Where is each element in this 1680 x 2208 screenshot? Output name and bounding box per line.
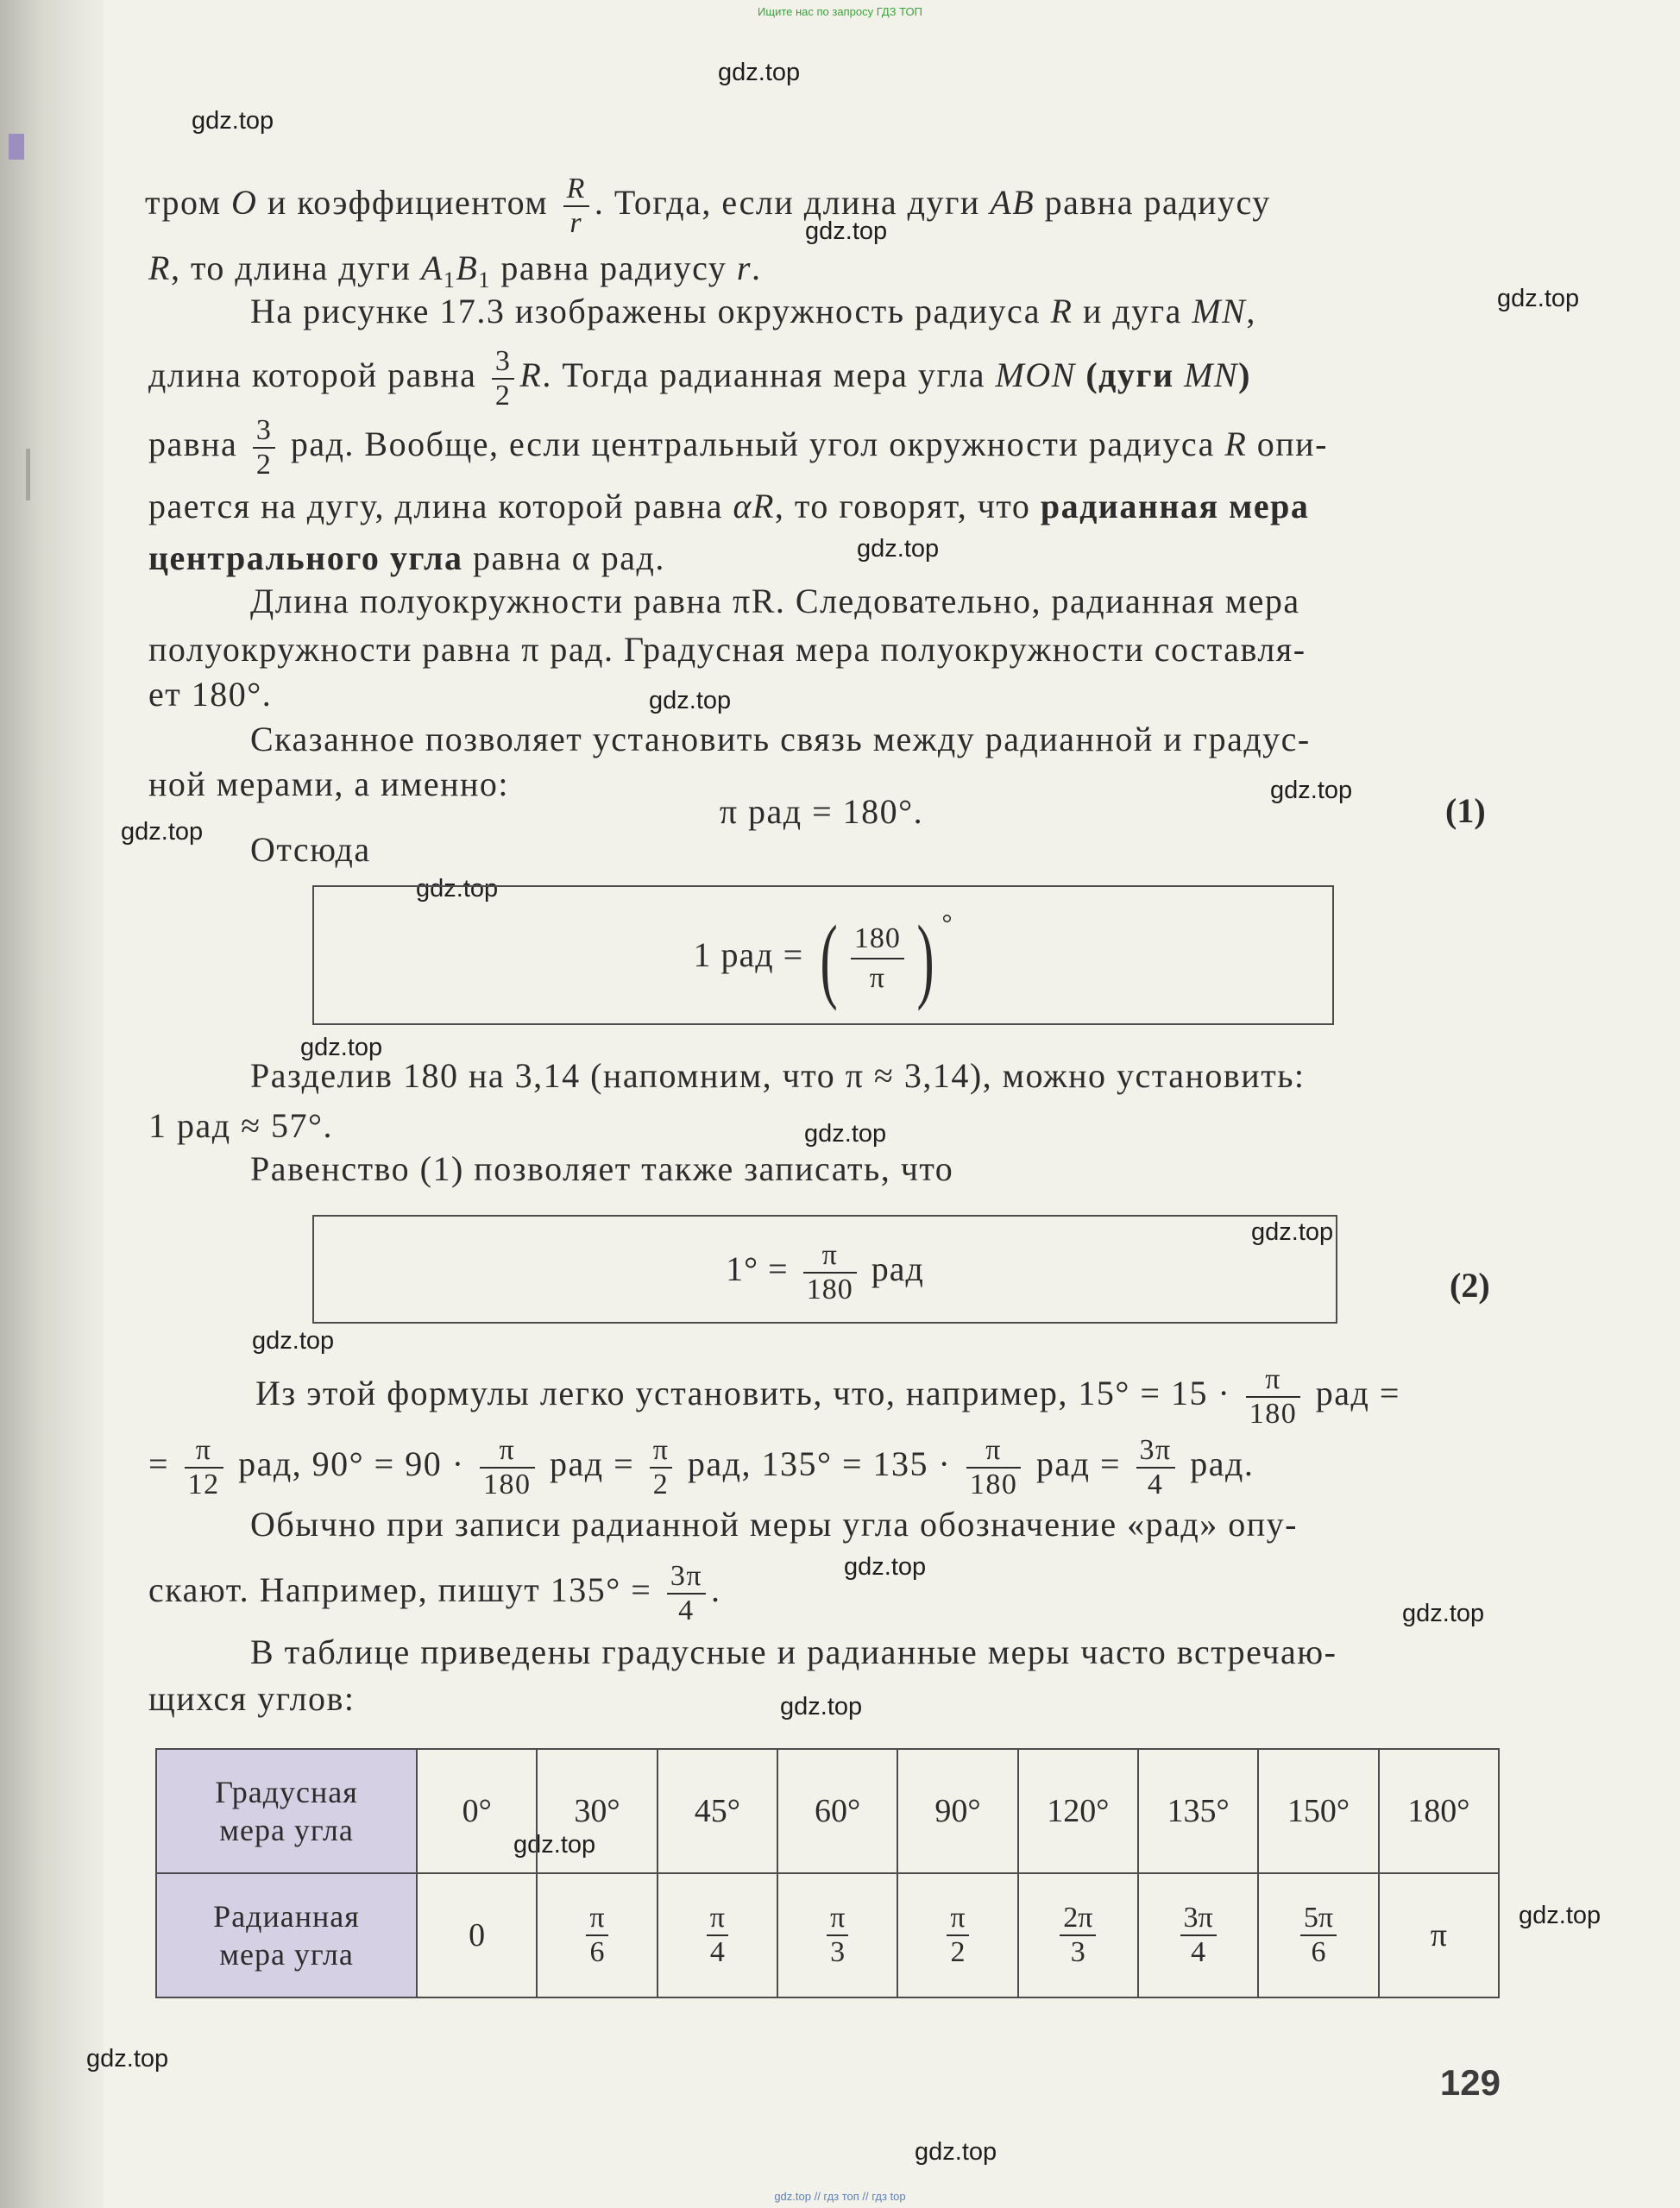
formula-2: [314, 1217, 1336, 1322]
fraction: [1300, 1902, 1337, 1969]
text-run: равна: [148, 425, 248, 464]
formula-box-1: [312, 885, 1334, 1025]
watermark: gdz.top: [86, 2045, 169, 2073]
text-line: Разделив 180 на 3,14 (напомним, что π ≈ 3,14), можно установить:: [250, 1056, 1306, 1095]
text-run: и дуга: [1073, 292, 1192, 330]
watermark: gdz.top: [844, 1553, 927, 1581]
numerator: π: [950, 1902, 966, 1934]
text-run: рад, 90° = 90 ·: [228, 1444, 475, 1484]
watermark: gdz.top: [416, 875, 499, 903]
denominator: 180: [1246, 1396, 1301, 1431]
var-R: R: [1224, 425, 1248, 464]
denominator: 2: [492, 378, 515, 412]
fraction-3-over-2: [253, 414, 276, 481]
numerator: π: [985, 1434, 1002, 1466]
var-R: R: [148, 248, 171, 287]
degree-cell: 90°: [897, 1749, 1017, 1873]
bottom-links[interactable]: gdz.top // гдз топ // гдз top: [774, 2190, 906, 2203]
text-run: рад =: [1026, 1444, 1131, 1484]
text-run: =: [148, 1444, 179, 1484]
text-line: [148, 345, 1494, 412]
numerator: 3π: [1139, 1434, 1172, 1466]
var-MON: MON: [995, 355, 1076, 395]
radian-cell: [1138, 1873, 1258, 1997]
table-row-degrees: [156, 1749, 1499, 1873]
degree-cell: 120°: [1018, 1749, 1138, 1873]
denominator: 3: [827, 1934, 848, 1969]
fraction-3pi-over-4: [667, 1560, 706, 1627]
term-bold: центрального угла: [148, 538, 463, 577]
text-line: Отсюда: [250, 830, 371, 869]
denominator: 12: [185, 1467, 223, 1501]
var-A: A: [420, 248, 444, 287]
fraction: [827, 1902, 848, 1969]
text-run: ,: [1246, 292, 1256, 330]
text-line: 1 рад ≈ 57°.: [148, 1106, 334, 1145]
text-run: Из этой формулы легко установить, что, например, 15° = 15 ·: [255, 1374, 1241, 1413]
denominator: 2: [253, 447, 276, 481]
text-run: и коэффициентом: [257, 183, 558, 223]
paren-open: (: [820, 905, 839, 1011]
degree-cell: 180°: [1379, 1749, 1499, 1873]
watermark: gdz.top: [780, 1693, 863, 1720]
formula-box-2: [312, 1215, 1337, 1324]
watermark: gdz.top: [804, 1120, 887, 1148]
fraction: [707, 1902, 728, 1969]
numerator: π: [821, 1238, 838, 1271]
degree-cell: 60°: [777, 1749, 897, 1873]
watermark: gdz.top: [805, 217, 888, 245]
text-run: На рисунке 17.3 изображены окружность радиуса: [250, 292, 1051, 330]
text-run: рад.: [1180, 1444, 1255, 1484]
numerator: π: [652, 1434, 670, 1466]
denominator: π: [851, 958, 904, 997]
text-line: Длина полуокружности равна πR. Следовательно, радианная мера: [250, 582, 1300, 620]
fraction-180-over-pi: [851, 920, 904, 997]
watermark: gdz.top: [121, 818, 204, 846]
denominator: 180: [803, 1272, 857, 1306]
text-line: [250, 290, 1494, 333]
denominator: 4: [1136, 1467, 1175, 1501]
numerator: π: [499, 1434, 516, 1466]
fraction-3pi-over-4: [1136, 1434, 1175, 1501]
text-line: полуокружности равна π рад. Градусная мера полуокружности составля-: [148, 630, 1306, 669]
formula-1: [314, 887, 1332, 1023]
watermark: gdz.top: [252, 1327, 335, 1355]
fraction: [947, 1902, 968, 1969]
var-alphaR: αR: [733, 487, 775, 525]
watermark: gdz.top: [915, 2138, 997, 2166]
watermark: gdz.top: [192, 107, 274, 135]
watermark: gdz.top: [513, 1831, 596, 1859]
text-run: 1 рад =: [693, 935, 814, 974]
var-MN: MN: [1192, 292, 1247, 330]
text-run: длина которой равна: [148, 355, 487, 395]
term-bold: радианная мера: [1040, 487, 1310, 525]
text-run: тром: [145, 183, 232, 223]
text-run: рад =: [1306, 1374, 1400, 1413]
numerator: 2π: [1063, 1902, 1093, 1934]
watermark: gdz.top: [1402, 1600, 1485, 1627]
text-run: опи-: [1247, 425, 1328, 464]
fraction: [1060, 1902, 1096, 1969]
text-run: (дуги: [1075, 355, 1185, 395]
denominator: 2: [947, 1934, 968, 1969]
watermark: gdz.top: [857, 535, 940, 563]
numerator: 3: [494, 345, 512, 377]
denominator: 6: [1300, 1934, 1337, 1969]
fraction-pi-over-180: [966, 1434, 1022, 1501]
var-MN: MN: [1184, 355, 1239, 395]
text-run: ): [1238, 355, 1251, 395]
degree-cell: 150°: [1258, 1749, 1378, 1873]
watermark: gdz.top: [1270, 777, 1353, 804]
denominator: 2: [650, 1467, 673, 1501]
radian-cell: 0: [417, 1873, 537, 1997]
denominator: 180: [966, 1467, 1022, 1501]
numerator: π: [709, 1902, 725, 1934]
text-line: Сказанное позволяет установить связь между радианной и градус-: [250, 720, 1311, 758]
equation-number: (2): [1450, 1266, 1490, 1305]
radian-cell: [537, 1873, 657, 1997]
text-run: рад, 135° = 135 ·: [677, 1444, 961, 1484]
var-AB: AB: [990, 183, 1035, 223]
var-B: B: [456, 248, 479, 287]
text-line: [148, 485, 1494, 528]
denominator: 3: [1060, 1934, 1096, 1969]
numerator: π: [195, 1434, 212, 1466]
watermark: gdz.top: [649, 687, 732, 714]
numerator: 180: [853, 922, 901, 954]
text-line: [148, 414, 1494, 481]
text-line: Обычно при записи радианной меры угла обозначение «рад» опу-: [250, 1505, 1298, 1544]
var-R: R: [1050, 292, 1073, 330]
text-run: .: [751, 248, 762, 287]
text-run: . Тогда радианная мера угла: [542, 355, 996, 395]
denominator: r: [569, 207, 583, 239]
header-line: Радианная: [213, 1899, 360, 1934]
fraction-R-over-r: [563, 173, 589, 240]
radian-cell: [1018, 1873, 1138, 1997]
text-run: рается на дугу, длина которой равна: [148, 487, 733, 525]
radian-cell: [658, 1873, 777, 1997]
text-line: В таблице приведены градусные и радианные меры часто встречаю-: [250, 1632, 1337, 1671]
watermark: gdz.top: [1251, 1218, 1334, 1246]
degree-sign: °: [941, 909, 953, 938]
text-run: равна α рад.: [462, 538, 665, 577]
var-r: r: [736, 248, 752, 287]
fraction: [1180, 1902, 1217, 1969]
fraction: [586, 1902, 607, 1969]
degree-cell: 45°: [658, 1749, 777, 1873]
numerator: π: [589, 1902, 605, 1934]
header-line: Градусная: [215, 1775, 358, 1809]
watermark: gdz.top: [300, 1034, 383, 1061]
watermark: gdz.top: [718, 59, 801, 86]
text-run: рад =: [539, 1444, 645, 1484]
denominator: 4: [667, 1593, 706, 1627]
denominator: 4: [707, 1934, 728, 1969]
degree-cell: 0°: [417, 1749, 537, 1873]
text-line: [145, 173, 1491, 240]
text-line: щихся углов:: [148, 1679, 356, 1718]
row-header-radians: [156, 1873, 417, 1997]
radian-cell: [777, 1873, 897, 1997]
watermark: gdz.top: [1519, 1902, 1601, 1929]
equation-1: π рад = 180°.: [719, 792, 924, 831]
text-line: [148, 1560, 1494, 1627]
text-run: .: [710, 1570, 721, 1610]
text-line: [148, 1434, 1494, 1501]
var-O: O: [231, 183, 258, 223]
text-run: равна радиусу: [1035, 183, 1271, 223]
fraction-pi-over-2: [650, 1434, 673, 1501]
equation-number: (1): [1445, 791, 1486, 830]
fraction-3-over-2: [492, 345, 515, 412]
numerator: π: [1265, 1363, 1281, 1395]
text-run: равна радиусу: [490, 248, 737, 287]
denominator: 180: [480, 1467, 535, 1501]
numerator: 5π: [1303, 1902, 1334, 1934]
text-run: 1° =: [726, 1249, 798, 1288]
radian-cell: [1258, 1873, 1378, 1997]
header-line: мера угла: [219, 1813, 354, 1847]
header-line: мера угла: [219, 1937, 354, 1972]
top-search-link[interactable]: Ищите нас по запросу ГДЗ ТОП: [758, 5, 922, 18]
fraction-pi-over-180: [1246, 1363, 1301, 1431]
numerator: π: [830, 1902, 846, 1934]
fraction-pi-over-180: [803, 1239, 857, 1306]
page-number: 129: [1439, 2062, 1501, 2103]
table-row-radians: [156, 1873, 1499, 1997]
text-run: , то длина дуги: [170, 248, 421, 287]
text-run: скают. Например, пишут 135° =: [148, 1570, 662, 1610]
text-run: , то говорят, что: [774, 487, 1041, 525]
degree-cell: 135°: [1138, 1749, 1258, 1873]
text-run: . Тогда, если длина дуги: [594, 183, 991, 223]
var-R: R: [519, 355, 543, 395]
watermark: gdz.top: [1497, 285, 1580, 312]
text-run: рад: [861, 1249, 924, 1288]
fraction-pi-over-180: [480, 1434, 535, 1501]
text-line: Равенство (1) позволяет также записать, что: [250, 1149, 954, 1188]
text-line: ет 180°.: [148, 675, 273, 714]
degree-cell: 30°: [537, 1749, 657, 1873]
numerator: 3π: [1183, 1902, 1213, 1934]
radian-cell: π: [1379, 1873, 1499, 1997]
radian-cell: [897, 1873, 1017, 1997]
row-header-degrees: [156, 1749, 417, 1873]
text-line: [148, 537, 1494, 580]
denominator: 6: [586, 1934, 607, 1969]
subscript: 1: [478, 267, 491, 293]
subscript: 1: [443, 267, 456, 293]
fraction-pi-over-12: [185, 1434, 223, 1501]
text-run: рад. Вообще, если центральный угол окружности радиуса: [280, 425, 1225, 464]
numerator: 3: [255, 414, 273, 446]
angles-table: [155, 1748, 1500, 1998]
numerator: 3π: [670, 1560, 702, 1592]
numerator: R: [566, 173, 586, 204]
denominator: 4: [1180, 1934, 1217, 1969]
text-line: ной мерами, а именно:: [148, 764, 510, 803]
text-line: [255, 1363, 1500, 1431]
paren-close: ): [916, 905, 934, 1011]
